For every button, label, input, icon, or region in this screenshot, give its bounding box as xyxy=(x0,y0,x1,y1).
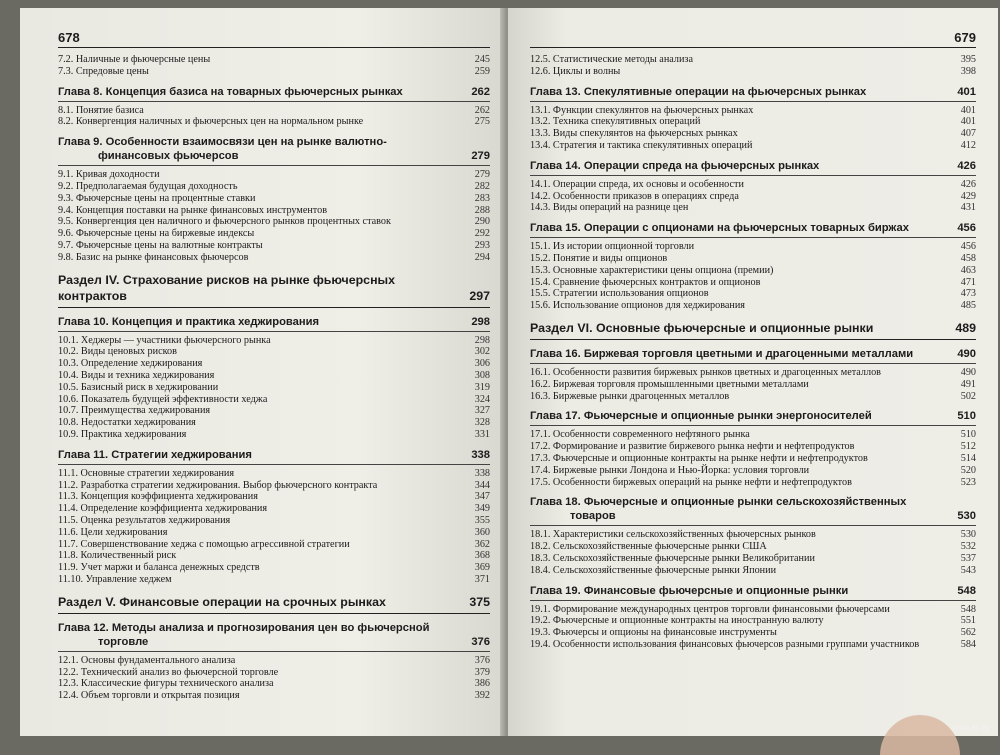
entry-title: 17.2. Формирование и развитие биржевого рынка нефти и нефтепродуктов xyxy=(530,441,855,453)
entry-title: 9.7. Фьючерсные цены на валютные контракты xyxy=(58,239,263,251)
entry-page-number: 407 xyxy=(960,128,976,140)
entry-page-number: 485 xyxy=(960,300,976,312)
entry-page-number: 456 xyxy=(957,222,976,235)
left-toc-list xyxy=(58,54,490,702)
entry-page-number: 262 xyxy=(474,104,490,116)
entry-title: 12.3. Классические фигуры технического анализа xyxy=(58,678,274,690)
toc-section-entry xyxy=(530,477,976,489)
entry-page-number: 275 xyxy=(474,116,490,128)
entry-title: Глава 15. Операции с опционами на фьючерсных товарных биржах xyxy=(530,222,909,235)
entry-title: 9.2. Предполагаемая будущая доходность xyxy=(58,180,238,192)
entry-page-number: 471 xyxy=(960,276,976,288)
toc-section-entry xyxy=(58,240,490,252)
entry-page-number: 551 xyxy=(960,615,976,627)
entry-page-number: 324 xyxy=(474,393,490,405)
entry-title: 13.3. Виды спекулянтов на фьючерсных рынках xyxy=(530,128,738,140)
entry-title: Раздел V. Финансовые операции на срочных рынках xyxy=(58,594,386,609)
entry-page-number: 456 xyxy=(960,241,976,253)
toc-chapter-entry xyxy=(530,347,976,364)
entry-page-number: 283 xyxy=(474,192,490,204)
entry-title: 15.6. Использование опционов для хеджирования xyxy=(530,300,745,312)
entry-title: 11.5. Оценка результатов хеджирования xyxy=(58,514,231,526)
entry-title: Глава 10. Концепция и практика хеджирования xyxy=(58,315,320,328)
entry-page-number: 302 xyxy=(474,346,490,358)
entry-page-number: 395 xyxy=(960,54,976,65)
entry-page-number: 458 xyxy=(960,252,976,264)
entry-title: 9.1. Кривая доходности xyxy=(58,169,160,181)
entry-title: Глава 17. Фьючерсные и опционные рынки энергоносителей xyxy=(530,410,872,423)
entry-title: 14.2. Особенности приказов в операциях спреда xyxy=(530,190,739,202)
toc-section-entry xyxy=(58,216,490,228)
entry-page-number: 288 xyxy=(474,204,490,216)
entry-page-number: 282 xyxy=(474,180,490,192)
toc-section-entry xyxy=(58,417,490,429)
entry-page-number: 386 xyxy=(474,678,490,690)
toc-section-entry xyxy=(58,468,490,480)
toc-section-entry xyxy=(530,627,976,639)
entry-page-number: 376 xyxy=(474,654,490,666)
toc-chapter-entry xyxy=(58,315,490,332)
entry-page-number: 355 xyxy=(474,514,490,526)
entry-title: 17.1. Особенности современного нефтяного рынка xyxy=(530,429,750,441)
entry-title: 9.3. Фьючерсные цены на процентные ставки xyxy=(58,192,256,204)
entry-title: 18.1. Характеристики сельскохозяйственных фьючерсных рынков xyxy=(530,529,816,541)
toc-section-entry xyxy=(58,429,490,441)
entry-page-number: 279 xyxy=(471,150,490,163)
entry-page-number: 279 xyxy=(474,169,490,181)
entry-title: 19.2. Фьючерсные и опционные контракты на иностранную валюту xyxy=(530,615,824,627)
entry-title: 15.1. Из истории опционной торговли xyxy=(530,241,695,253)
toc-section-entry xyxy=(530,265,976,277)
entry-page-number: 562 xyxy=(960,627,976,639)
entry-title: 11.9. Учет маржи и баланса денежных средств xyxy=(58,562,260,574)
entry-title: 7.2. Наличные и фьючерсные цены xyxy=(58,54,211,65)
toc-section-entry xyxy=(58,550,490,562)
left-page xyxy=(20,8,504,736)
entry-page-number: 426 xyxy=(960,178,976,190)
entry-page-number: 245 xyxy=(474,54,490,65)
entry-title: 15.4. Сравнение фьючерсных контрактов и опционов xyxy=(530,276,761,288)
entry-title: Глава 13. Спекулятивные операции на фьючерсных рынках xyxy=(530,85,867,98)
toc-section-entry xyxy=(58,181,490,193)
entry-page-number: 520 xyxy=(960,464,976,476)
toc-section-entry xyxy=(530,66,976,78)
entry-title: 12.5. Статистические методы анализа xyxy=(530,54,693,65)
entry-page-number: 401 xyxy=(957,85,976,98)
entry-page-number: 375 xyxy=(469,594,490,609)
entry-page-number: 491 xyxy=(960,378,976,390)
entry-title: 10.4. Виды и техника хеджирования xyxy=(58,369,215,381)
toc-section-entry xyxy=(58,574,490,586)
toc-section-entry xyxy=(530,140,976,152)
toc-section-entry xyxy=(58,382,490,394)
entry-title: 10.5. Базисный риск в хеджировании xyxy=(58,381,219,393)
toc-section-entry xyxy=(530,202,976,214)
toc-section-entry xyxy=(58,116,490,128)
entry-title: Глава 12. Методы анализа и прогнозирования цен во фьючерсной торговле xyxy=(58,621,430,648)
toc-section-entry xyxy=(58,515,490,527)
toc-chapter-entry xyxy=(530,85,976,102)
toc-section-entry xyxy=(530,128,976,140)
toc-section-entry xyxy=(58,394,490,406)
entry-title: 13.4. Стратегия и тактика спекулятивных операций xyxy=(530,139,753,151)
entry-page-number: 327 xyxy=(474,405,490,417)
entry-page-number: 489 xyxy=(955,320,976,335)
toc-section-entry xyxy=(530,529,976,541)
entry-title: 15.5. Стратегии использования опционов xyxy=(530,288,709,300)
entry-title: 9.4. Концепция поставки на рынке финансовых инструментов xyxy=(58,204,328,216)
left-page-header xyxy=(58,30,490,48)
toc-section-entry xyxy=(58,370,490,382)
entry-page-number: 523 xyxy=(960,476,976,488)
entry-title: 14.1. Операции спреда, их основы и особенности xyxy=(530,178,744,190)
toc-chapter-entry xyxy=(58,135,490,166)
entry-page-number: 376 xyxy=(471,635,490,648)
entry-title: 9.8. Базис на рынке финансовых фьючерсов xyxy=(58,251,249,263)
entry-page-number: 510 xyxy=(960,429,976,441)
entry-page-number: 490 xyxy=(957,347,976,360)
entry-title: Глава 9. Особенности взаимосвязи цен на рынке валютно-финансовых фьючерсов xyxy=(58,136,387,163)
left-page-number: 678 xyxy=(58,30,80,45)
entry-page-number: 360 xyxy=(474,526,490,538)
toc-section-entry xyxy=(530,105,976,117)
entry-title: 10.7. Преимущества хеджирования xyxy=(58,405,211,417)
entry-title: 15.3. Основные характеристики цены опциона (премии) xyxy=(530,264,774,276)
entry-title: 11.6. Цели хеджирования xyxy=(58,526,168,538)
entry-title: 16.2. Биржевая торговля промышленными цветными металлами xyxy=(530,378,809,390)
toc-section-entry xyxy=(58,54,490,66)
toc-section-entry xyxy=(530,241,976,253)
entry-title: 19.4. Особенности использования финансовых фьючерсов разными группами участников xyxy=(530,638,920,650)
toc-section-entry xyxy=(58,690,490,702)
entry-title: Раздел VI. Основные фьючерсные и опционные рынки xyxy=(530,320,874,335)
right-page xyxy=(508,8,998,736)
toc-section-entry xyxy=(530,300,976,312)
entry-page-number: 514 xyxy=(960,452,976,464)
entry-title: 7.3. Спредовые цены xyxy=(58,65,149,77)
toc-section-entry xyxy=(58,480,490,492)
toc-section-entry xyxy=(58,346,490,358)
entry-page-number: 349 xyxy=(474,503,490,515)
toc-section-entry xyxy=(58,105,490,117)
entry-title: 18.4. Сельскохозяйственные фьючерсные рынки Японии xyxy=(530,564,777,576)
entry-title: 11.3. Концепция коэффициента хеджирования xyxy=(58,491,258,503)
entry-title: 13.2. Техника спекулятивных операций xyxy=(530,116,701,128)
toc-part-entry xyxy=(58,272,490,308)
toc-section-entry xyxy=(530,379,976,391)
toc-section-entry xyxy=(58,358,490,370)
toc-section-entry xyxy=(530,116,976,128)
entry-title: 13.1. Функции спекулянтов на фьючерсных рынках xyxy=(530,104,754,116)
entry-title: 11.2. Разработка стратегии хеджирования. Выбор фьючерсного контракта xyxy=(58,479,378,491)
toc-section-entry xyxy=(58,491,490,503)
entry-page-number: 510 xyxy=(957,410,976,423)
toc-section-entry xyxy=(58,193,490,205)
entry-page-number: 362 xyxy=(474,538,490,550)
entry-page-number: 298 xyxy=(471,315,490,328)
toc-section-entry xyxy=(58,252,490,264)
entry-title: 16.3. Биржевые рынки драгоценных металлов xyxy=(530,390,730,402)
toc-section-entry xyxy=(530,54,976,66)
entry-title: 10.8. Недостатки хеджирования xyxy=(58,417,196,429)
entry-title: Глава 18. Фьючерсные и опционные рынки сельскохозяйственных товаров xyxy=(530,496,907,523)
entry-title: 10.9. Практика хеджирования xyxy=(58,428,187,440)
entry-page-number: 401 xyxy=(960,116,976,128)
entry-page-number: 379 xyxy=(474,666,490,678)
entry-page-number: 512 xyxy=(960,441,976,453)
entry-title: 10.2. Виды ценовых рисков xyxy=(58,346,177,358)
toc-section-entry xyxy=(58,667,490,679)
entry-page-number: 369 xyxy=(474,562,490,574)
entry-page-number: 293 xyxy=(474,239,490,251)
toc-section-entry xyxy=(58,228,490,240)
toc-section-entry xyxy=(58,205,490,217)
entry-title: Глава 14. Операции спреда на фьючерсных рынках xyxy=(530,159,820,172)
entry-page-number: 262 xyxy=(471,85,490,98)
entry-title: 16.1. Особенности развития биржевых рынков цветных и драгоценных металлов xyxy=(530,366,881,378)
entry-page-number: 319 xyxy=(474,381,490,393)
entry-title: 11.1. Основные стратегии хеджирования xyxy=(58,467,235,479)
entry-title: 12.2. Технический анализ во фьючерсной торговле xyxy=(58,666,279,678)
toc-section-entry xyxy=(58,405,490,417)
toc-section-entry xyxy=(58,562,490,574)
entry-title: 10.6. Показатель будущей эффективности хеджа xyxy=(58,393,268,405)
entry-title: 9.5. Конвергенция цен наличного и фьючерсного рынков процентных ставок xyxy=(58,216,391,228)
entry-page-number: 292 xyxy=(474,228,490,240)
entry-page-number: 490 xyxy=(960,366,976,378)
toc-section-entry xyxy=(58,335,490,347)
entry-page-number: 344 xyxy=(474,479,490,491)
entry-title: 15.2. Понятие и виды опционов xyxy=(530,252,668,264)
entry-page-number: 347 xyxy=(474,491,490,503)
entry-title: 12.4. Объем торговли и открытая позиция xyxy=(58,690,240,702)
entry-title: 12.1. Основы фундаментального анализа xyxy=(58,654,236,666)
entry-title: Глава 8. Концепция базиса на товарных фьючерсных рынках xyxy=(58,85,403,98)
entry-page-number: 338 xyxy=(474,467,490,479)
toc-chapter-entry xyxy=(58,85,490,102)
toc-section-entry xyxy=(530,465,976,477)
entry-page-number: 392 xyxy=(474,690,490,702)
entry-page-number: 331 xyxy=(474,428,490,440)
entry-title: 17.3. Фьючерсные и опционные контракты на рынке нефти и нефтепродуктов xyxy=(530,452,868,464)
toc-section-entry xyxy=(530,179,976,191)
toc-chapter-entry xyxy=(530,221,976,238)
entry-title: 10.3. Определение хеджирования xyxy=(58,358,203,370)
toc-section-entry xyxy=(530,541,976,553)
entry-title: 8.1. Понятие базиса xyxy=(58,104,144,116)
toc-part-entry xyxy=(530,320,976,340)
toc-section-entry xyxy=(58,655,490,667)
right-page-header xyxy=(530,30,976,48)
toc-chapter-entry xyxy=(530,584,976,601)
entry-page-number: 338 xyxy=(471,448,490,461)
toc-section-entry xyxy=(58,169,490,181)
toc-section-entry xyxy=(530,191,976,203)
entry-title: 17.4. Биржевые рынки Лондона и Нью-Йорка: условия торговли xyxy=(530,464,810,476)
entry-title: Раздел IV. Страхование рисков на рынке фьючерсных контрактов xyxy=(58,272,396,303)
entry-page-number: 530 xyxy=(957,510,976,523)
entry-title: 19.3. Фьючерсы и опционы на финансовые инструменты xyxy=(530,627,777,639)
entry-page-number: 398 xyxy=(960,65,976,77)
entry-page-number: 290 xyxy=(474,216,490,228)
entry-page-number: 298 xyxy=(474,334,490,346)
toc-section-entry xyxy=(58,539,490,551)
entry-title: 10.1. Хеджеры — участники фьючерсного рынка xyxy=(58,334,271,346)
entry-page-number: 401 xyxy=(960,104,976,116)
toc-chapter-entry xyxy=(58,448,490,465)
entry-page-number: 306 xyxy=(474,358,490,370)
entry-page-number: 502 xyxy=(960,390,976,402)
entry-page-number: 431 xyxy=(960,202,976,214)
toc-section-entry xyxy=(530,565,976,577)
toc-chapter-entry xyxy=(530,495,976,526)
entry-title: 8.2. Конвергенция наличных и фьючерсных цен на нормальном рынке xyxy=(58,116,364,128)
entry-title: 18.2. Сельскохозяйственные фьючерсные рынки США xyxy=(530,541,767,553)
toc-section-entry xyxy=(530,277,976,289)
entry-page-number: 543 xyxy=(960,564,976,576)
toc-section-entry xyxy=(58,66,490,78)
toc-section-entry xyxy=(58,678,490,690)
entry-page-number: 426 xyxy=(957,159,976,172)
entry-title: 11.10. Управление хеджем xyxy=(58,573,172,585)
entry-title: 18.3. Сельскохозяйственные фьючерсные рынки Великобритании xyxy=(530,552,815,564)
entry-title: 14.3. Виды операций на разнице цен xyxy=(530,202,689,214)
entry-page-number: 259 xyxy=(474,65,490,77)
entry-page-number: 429 xyxy=(960,190,976,202)
entry-title: Глава 11. Стратегии хеджирования xyxy=(58,448,252,461)
entry-title: Глава 16. Биржевая торговля цветными и драгоценными металлами xyxy=(530,347,914,360)
toc-chapter-entry xyxy=(530,159,976,176)
entry-title: 11.8. Количественный риск xyxy=(58,550,177,562)
entry-page-number: 308 xyxy=(474,369,490,381)
entry-title: Глава 19. Финансовые фьючерсные и опционные рынки xyxy=(530,584,849,597)
toc-section-entry xyxy=(530,553,976,565)
toc-section-entry xyxy=(530,288,976,300)
entry-page-number: 548 xyxy=(960,603,976,615)
toc-section-entry xyxy=(530,367,976,379)
right-toc-list xyxy=(530,54,976,651)
entry-page-number: 537 xyxy=(960,552,976,564)
right-page-number: 679 xyxy=(954,30,976,45)
toc-section-entry xyxy=(530,453,976,465)
entry-title: 17.5. Особенности биржевых операций на рынке нефти и нефтепродуктов xyxy=(530,476,852,488)
toc-section-entry xyxy=(530,639,976,651)
entry-page-number: 368 xyxy=(474,550,490,562)
entry-page-number: 328 xyxy=(474,417,490,429)
entry-page-number: 530 xyxy=(960,529,976,541)
toc-section-entry xyxy=(530,253,976,265)
entry-page-number: 473 xyxy=(960,288,976,300)
entry-page-number: 297 xyxy=(469,288,490,303)
entry-title: 19.1. Формирование международных центров торговли финансовыми фьючерсами xyxy=(530,603,890,615)
watermark: www.ay.by xyxy=(952,723,990,732)
toc-section-entry xyxy=(58,527,490,539)
entry-page-number: 548 xyxy=(957,584,976,597)
toc-section-entry xyxy=(530,441,976,453)
entry-page-number: 412 xyxy=(960,139,976,151)
toc-section-entry xyxy=(58,503,490,515)
toc-part-entry xyxy=(58,594,490,614)
entry-title: 11.4. Определение коэффициента хеджирования xyxy=(58,503,268,515)
toc-chapter-entry xyxy=(530,409,976,426)
toc-chapter-entry xyxy=(58,621,490,652)
entry-title: 12.6. Циклы и волны xyxy=(530,65,621,77)
toc-section-entry xyxy=(530,615,976,627)
entry-page-number: 532 xyxy=(960,541,976,553)
entry-page-number: 371 xyxy=(474,573,490,585)
entry-page-number: 294 xyxy=(474,251,490,263)
entry-title: 9.6. Фьючерсные цены на биржевые индексы xyxy=(58,228,255,240)
entry-page-number: 584 xyxy=(960,638,976,650)
toc-section-entry xyxy=(530,391,976,403)
entry-title: 11.7. Совершенствование хеджа с помощью агрессивной стратегии xyxy=(58,538,350,550)
toc-section-entry xyxy=(530,604,976,616)
entry-page-number: 463 xyxy=(960,264,976,276)
toc-section-entry xyxy=(530,429,976,441)
